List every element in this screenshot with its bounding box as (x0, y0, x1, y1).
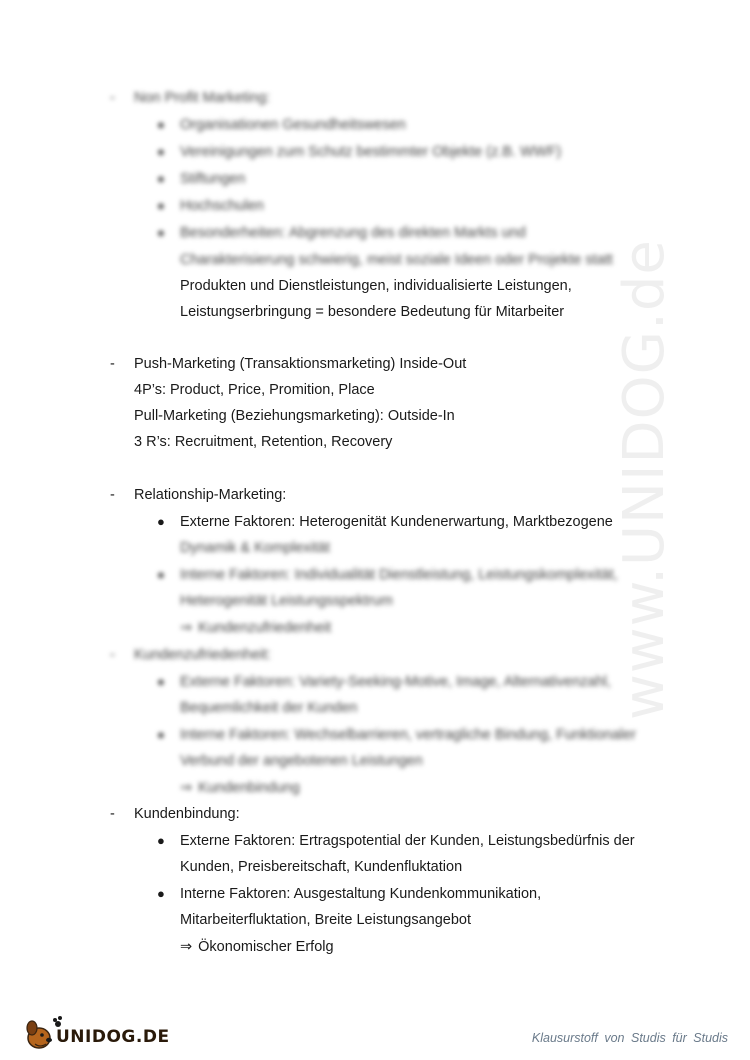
list-item: Stiftungen (180, 171, 246, 187)
dash-marker: - (110, 487, 115, 503)
result-text: Kundenbindung (198, 780, 300, 796)
bullet-icon: ● (157, 886, 165, 901)
dash-marker: - (110, 356, 115, 372)
dash-marker: - (110, 647, 115, 663)
section-title: Kundenzufriedenheit: (134, 647, 272, 663)
bullet-icon: ● (157, 727, 165, 742)
text-line: 3 R’s: Recruitment, Retention, Recovery (134, 434, 393, 450)
bullet-icon: ● (157, 198, 165, 213)
bullet-icon: ● (157, 567, 165, 582)
bullet-icon: ● (157, 514, 165, 529)
section-title: Non Profit Marketing: (134, 90, 271, 106)
bullet-icon: ● (157, 833, 165, 848)
bullet-icon: ● (157, 144, 165, 159)
list-item-continuation: Dynamik & Komplexität (180, 540, 330, 556)
list-item-continuation: Kunden, Preisbereitschaft, Kundenfluktation (180, 859, 463, 875)
list-item-continuation: Mitarbeiterfluktation, Breite Leistungsangebot (180, 912, 471, 928)
text-line: 4P’s: Product, Price, Promition, Place (134, 382, 375, 398)
implies-arrow-icon: ⇒ (180, 620, 193, 636)
bullet-icon: ● (157, 117, 165, 132)
section-title: Kundenbindung: (134, 806, 240, 822)
list-item: Vereinigungen zum Schutz bestimmter Objekte (z.B. WWF) (180, 144, 562, 160)
result-text: Ökonomischer Erfolg (198, 939, 334, 955)
watermark: www.UNIDOG.de (612, 239, 677, 720)
text-line: Pull-Marketing (Beziehungsmarketing): Outside-In (134, 408, 455, 424)
list-item-continuation: Bequemlichkeit der Kunden (180, 700, 358, 716)
dash-marker: - (110, 90, 115, 106)
footer-tagline: Klausurstoff von Studis für Studis (531, 1031, 728, 1045)
section-title: Relationship-Marketing: (134, 487, 287, 503)
dash-marker: - (110, 806, 115, 822)
logo-text: UNIDOG.DE (56, 1027, 170, 1047)
result-text: Kundenzufriedenheit (198, 620, 332, 636)
list-item: Interne Faktoren: Wechselbarrieren, vertragliche Bindung, Funktionaler (180, 727, 636, 743)
list-item: Besonderheiten: Abgrenzung des direkten Markts und (180, 225, 526, 241)
bullet-icon: ● (157, 171, 165, 186)
result-line (180, 778, 300, 798)
list-item: Externe Faktoren: Ertragspotential der Kunden, Leistungsbedürfnis der (180, 833, 635, 849)
result-line (180, 937, 334, 957)
list-item: Organisationen Gesundheitswesen (180, 117, 406, 133)
bullet-icon: ● (157, 225, 165, 240)
list-item-continuation: Produkten und Dienstleistungen, individualisierte Leistungen, (180, 278, 572, 294)
bullet-icon: ● (157, 674, 165, 689)
list-item: Hochschulen (180, 198, 264, 214)
list-item-continuation: Leistungserbringung = besondere Bedeutung für Mitarbeiter (180, 304, 565, 320)
list-item: Externe Faktoren: Heterogenität Kundenerwartung, Marktbezogene (180, 514, 613, 530)
list-item-continuation: Verbund der angebotenen Leistungen (180, 753, 423, 769)
list-item-continuation: Charakterisierung schwierig, meist soziale Ideen oder Projekte statt (180, 252, 613, 268)
list-item: Interne Faktoren: Ausgestaltung Kundenkommunikation, (180, 886, 542, 902)
list-item: Interne Faktoren: Individualität Dienstleistung, Leistungskomplexität, (180, 567, 618, 583)
list-item: Externe Faktoren: Variety-Seeking-Motive, Image, Alternativenzahl, (180, 674, 611, 690)
implies-arrow-icon: ⇒ (180, 780, 193, 796)
list-item-continuation: Heterogenität Leistungsspektrum (180, 593, 393, 609)
result-line (180, 618, 331, 638)
implies-arrow-icon: ⇒ (180, 939, 193, 955)
section-title: Push-Marketing (Transaktionsmarketing) Inside-Out (134, 356, 467, 372)
